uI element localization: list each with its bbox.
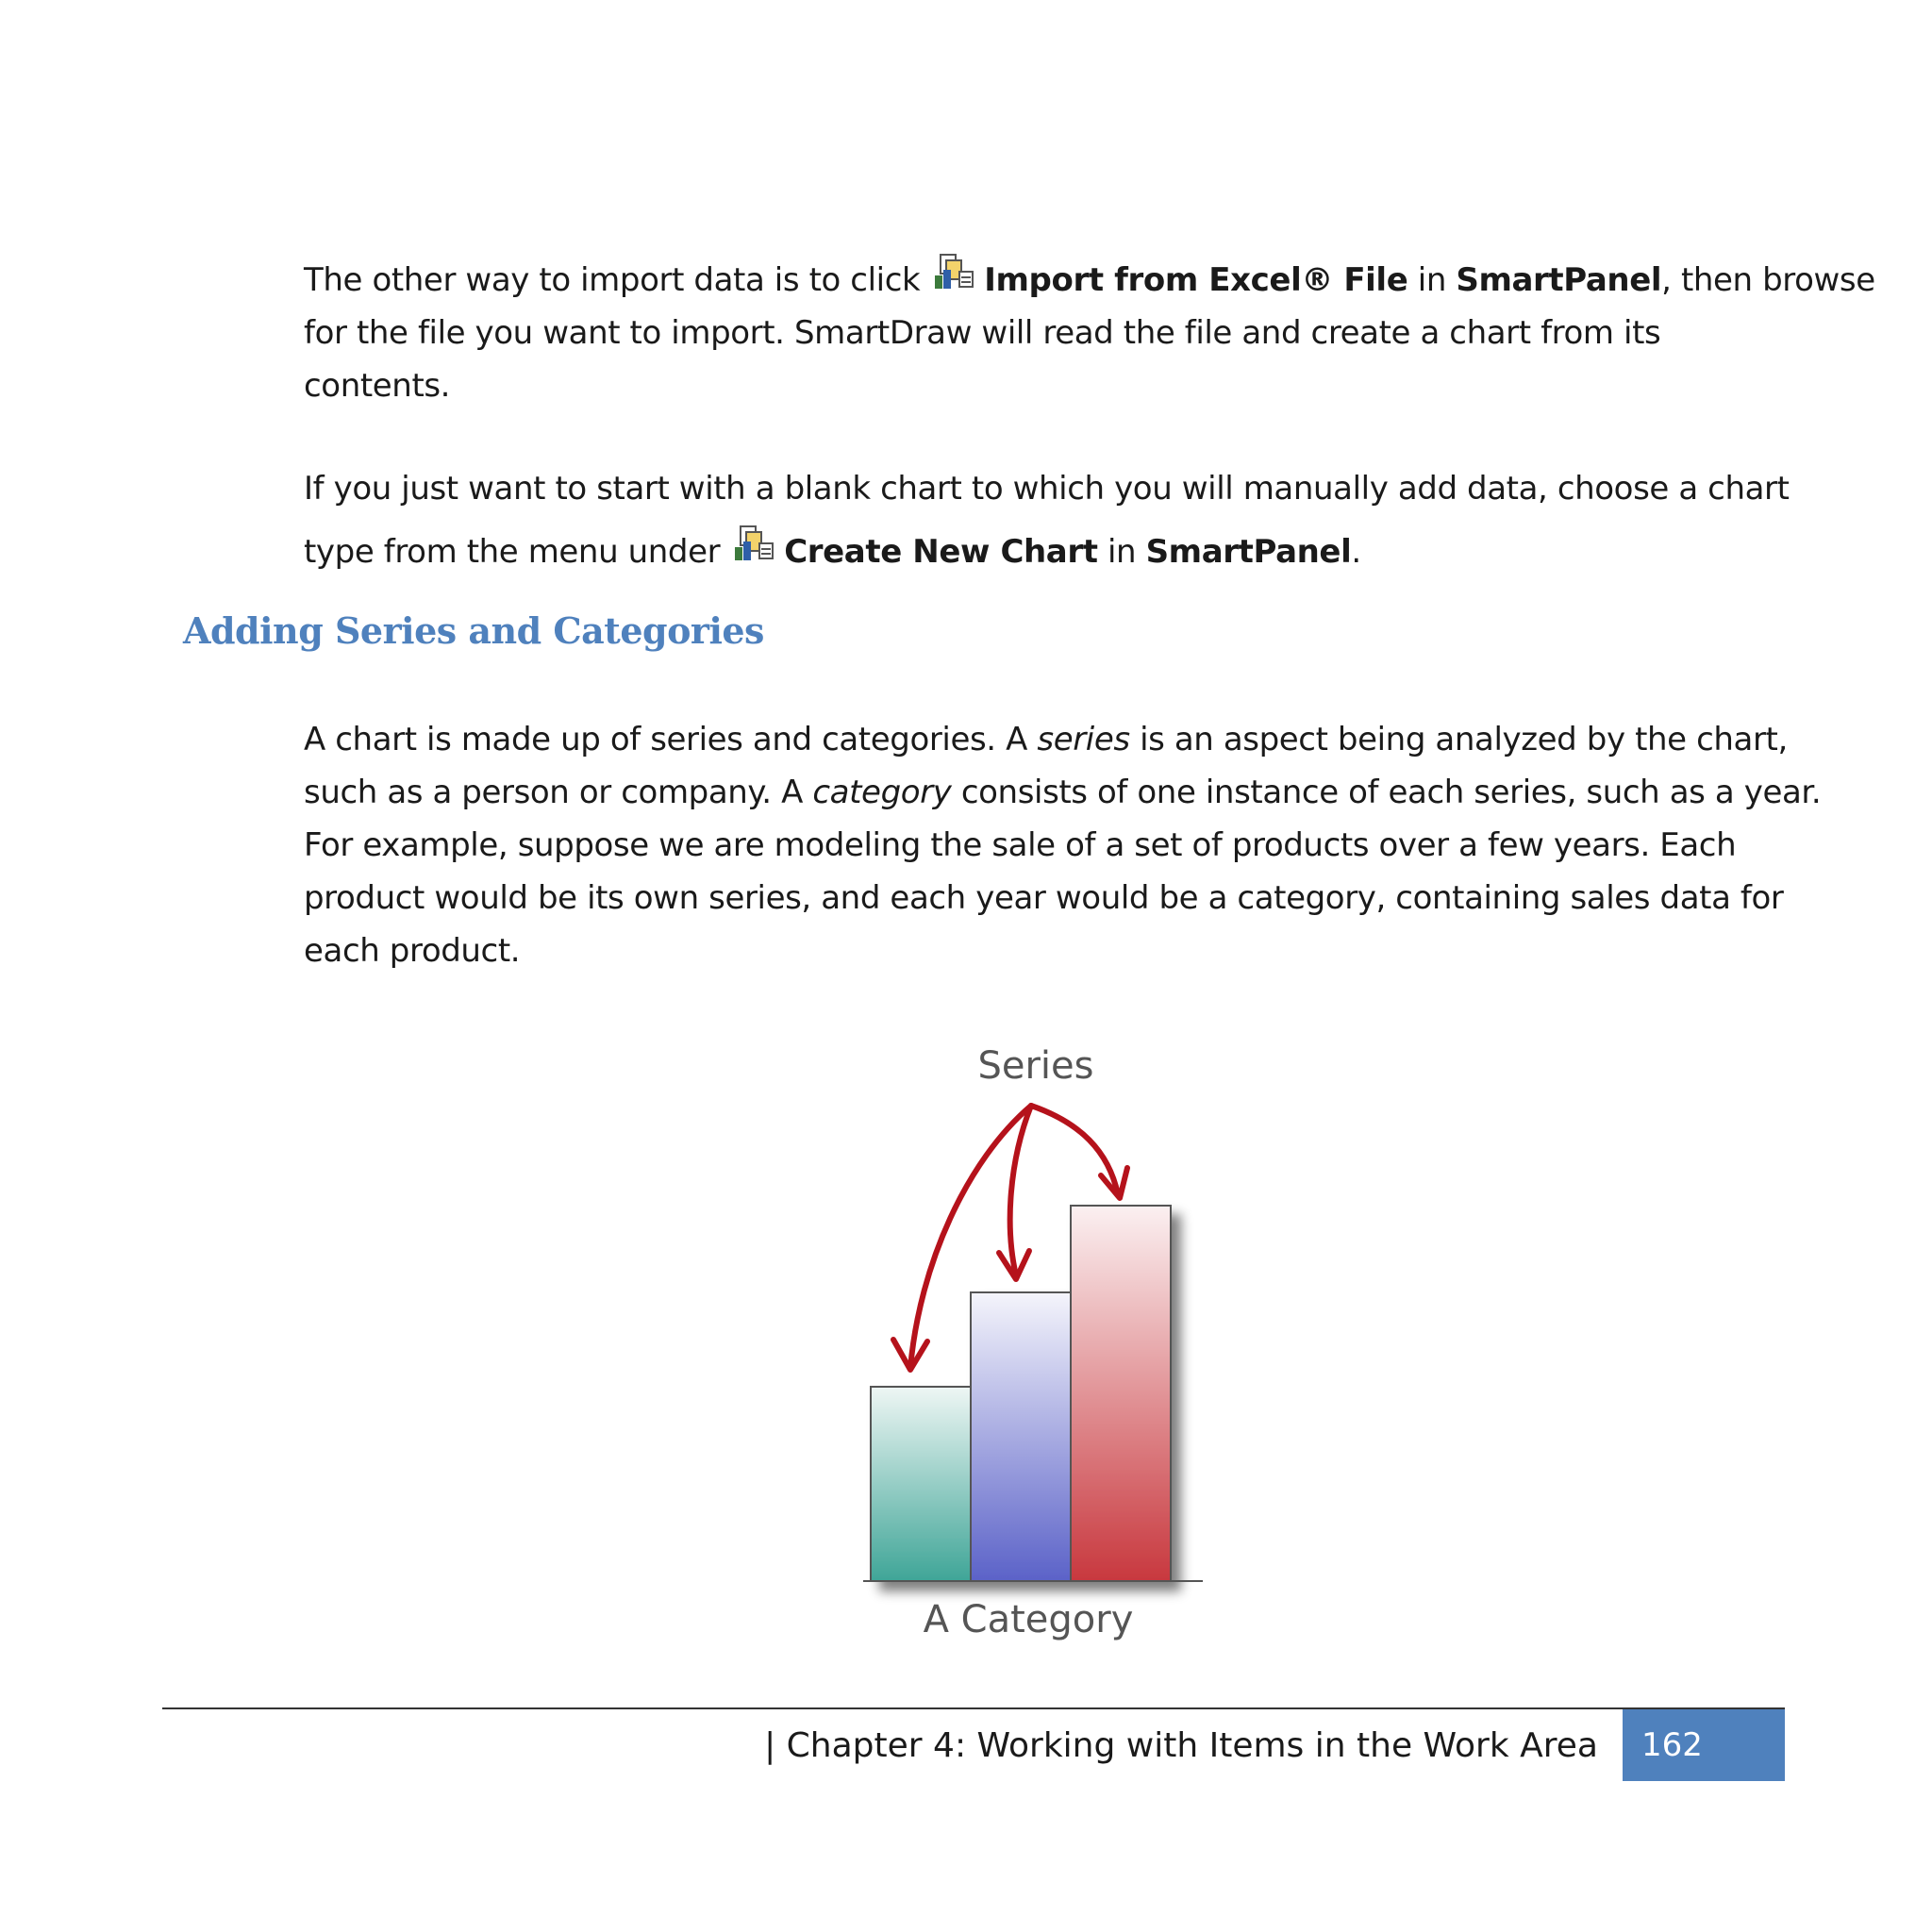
text-run: A chart is made up of series and categories. A	[304, 721, 1038, 758]
footer-rule	[162, 1707, 1785, 1709]
text-run: consists of one instance of each series, such as a year.	[951, 774, 1822, 811]
text-run: , then browse	[1661, 261, 1875, 299]
text-run: in	[1097, 533, 1146, 571]
import-excel-icon	[933, 251, 976, 294]
page-number-badge	[1623, 1709, 1785, 1781]
series-category-figure	[854, 1019, 1250, 1679]
category-term: category	[812, 774, 952, 811]
page-number: 162	[1641, 1726, 1703, 1764]
bar-teal	[871, 1387, 971, 1581]
paragraph-line: each product.	[304, 932, 521, 970]
category-label: A Category	[923, 1598, 1134, 1641]
create-chart-icon	[733, 523, 776, 566]
text-run: The other way to import data is to click	[304, 261, 921, 299]
text-run: is an aspect being analyzed by the chart,	[1129, 721, 1788, 758]
footer-chapter-title: | Chapter 4: Working with Items in the Work Area	[764, 1726, 1598, 1765]
smartpanel-label: SmartPanel	[1456, 261, 1662, 299]
smartpanel-label: SmartPanel	[1145, 533, 1352, 571]
create-new-chart-label: Create New Chart	[784, 533, 1098, 571]
import-from-excel-label: Import from Excel® File	[984, 261, 1408, 299]
paragraph-line: For example, suppose we are modeling the sale of a set of products over a few years. Each	[304, 826, 1737, 864]
bar-blue	[971, 1292, 1071, 1581]
series-term: series	[1037, 721, 1130, 758]
paragraph-blank-chart	[304, 462, 1790, 578]
bars-group	[871, 1206, 1171, 1581]
text-run: type from the menu under	[304, 533, 721, 571]
paragraph-series-categories	[304, 713, 1822, 977]
bar-red	[1071, 1206, 1171, 1581]
text-run: in	[1407, 261, 1457, 299]
paragraph-import-excel	[304, 251, 1875, 412]
paragraph-line: contents.	[304, 367, 451, 405]
series-label: Series	[977, 1044, 1094, 1088]
paragraph-line	[304, 523, 1775, 578]
text-run: .	[1351, 533, 1361, 571]
paragraph-line: If you just want to start with a blank chart to which you will manually add data, choose a chart	[304, 470, 1790, 508]
paragraph-line	[304, 766, 1822, 819]
paragraph-line: for the file you want to import. SmartDraw will read the file and create a chart from its	[304, 314, 1661, 352]
text-run: such as a person or company. A	[304, 774, 813, 811]
section-heading: Adding Series and Categories	[183, 609, 764, 652]
paragraph-line	[304, 713, 1788, 766]
paragraph-line	[304, 251, 1875, 307]
paragraph-line: product would be its own series, and each year would be a category, containing sales data for	[304, 879, 1784, 917]
